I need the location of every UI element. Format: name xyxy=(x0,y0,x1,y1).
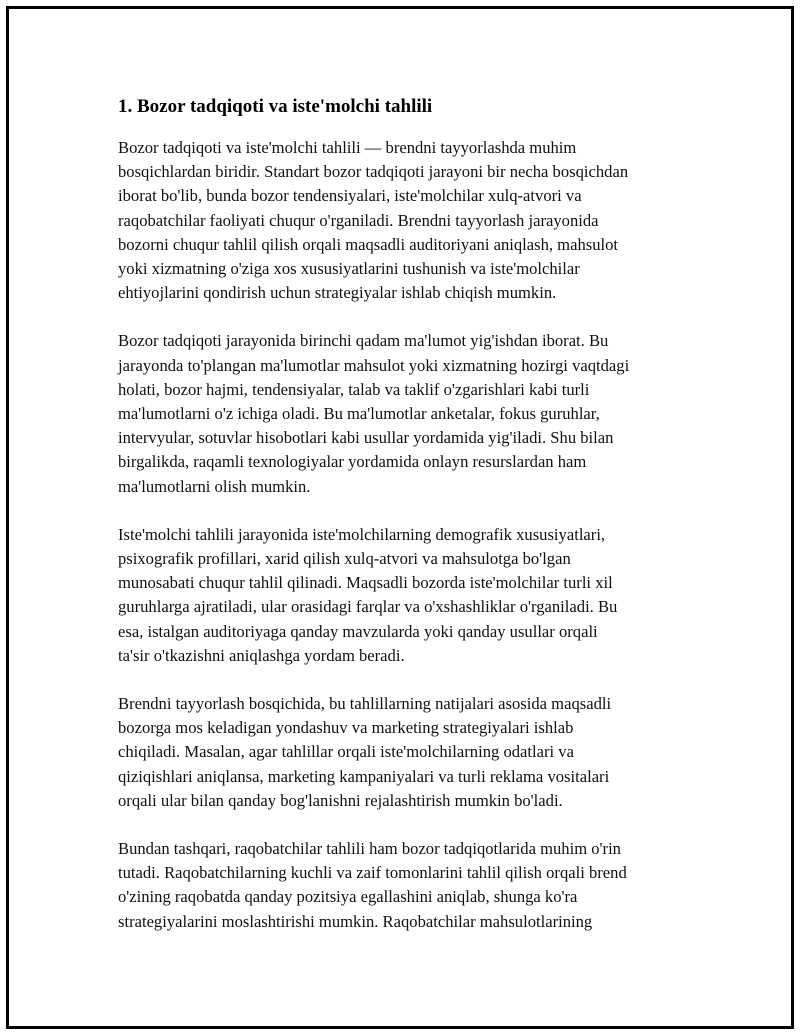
paragraph-3: Iste'molchi tahlili jarayonida iste'molchilarning demografik xususiyatlari, psixografik profillari, xarid qilish xulq-atvori va mahsulotga bo'lgan munosabati chuqur tahlil qilinadi. Maqsadli bozorda iste'molchilar turli xil guruhlarga ajratiladi, ular orasidagi farqlar va o'xshashliklar o'rganiladi. Bu esa, istalgan auditoriyaga qanday mavzularda yoki qanday usullar orqali ta'sir o'tkazishni aniqlashga yordam beradi. xyxy=(118,524,618,665)
paragraph-4: Brendni tayyorlash bosqichida, bu tahlillarning natijalari asosida maqsadli bozorga mos keladigan yondashuv va marketing strategiyalari ishlab chiqiladi. Masalan, agar tahlillar orqali iste'molchilarning odatlari va qiziqishlari aniqlansa, marketing kampaniyalari va turli reklama vositalari orqali ular bilan qanday bog'lanishni rejalashtirish mumkin bo'ladi. xyxy=(118,694,612,810)
paragraph-5: Bundan tashqari, raqobatchilar tahlili ham bozor tadqiqotlarida muhim o'rin tutadi. Raqobatchilarning kuchli va zaif tomonlarini tahlil qilish orqali brend o'zining raqobatda qanday pozitsiya egallashini aniqlab, shunga ko'ra strategiyalarini moslashtirishi mumkin. Raqobatchilar mahsulotlarining xyxy=(118,839,627,931)
paragraph-2: Bozor tadqiqoti jarayonida birinchi qadam ma'lumot yig'ishdan iborat. Bu jarayonda to'plangan ma'lumotlar mahsulot yoki xizmatning hozirgi vaqtdagi holati, bozor hajmi, tendensiyalar, talab va taklif o'zgarishlari kabi turli ma'lumotlarni o'z ichiga oladi. Bu ma'lumotlar anketalar, fokus guruhlar, intervyular, sotuvlar hisobotlari kabi usullar yordamida yig'iladi. Shu bilan birgalikda, raqamli texnologiyalar yordamida onlayn resurslardan ham ma'lumotlarni olish mumkin. xyxy=(118,331,630,496)
document-body xyxy=(118,95,698,958)
paragraph-1: Bozor tadqiqoti va iste'molchi tahlili — brendni tayyorlashda muhim bosqichlardan biridir. Standart bozor tadqiqoti jarayoni bir necha bosqichdan iborat bo'lib, bunda bozor tendensiyalari, iste'molchilar xulq-atvori va raqobatchilar faoliyati chuqur o'rganiladi. Brendni tayyorlash jarayonida bozorni chuqur tahlil qilish orqali maqsadli auditoriyani aniqlash, mahsulot yoki xizmatning o'ziga xos xususiyatlarini tushunish va iste'molchilar ehtiyojlarini qondirish uchun strategiyalar ishlab chiqish mumkin. xyxy=(118,138,629,303)
section-heading: 1. Bozor tadqiqoti va iste'molchi tahlili xyxy=(118,96,433,117)
